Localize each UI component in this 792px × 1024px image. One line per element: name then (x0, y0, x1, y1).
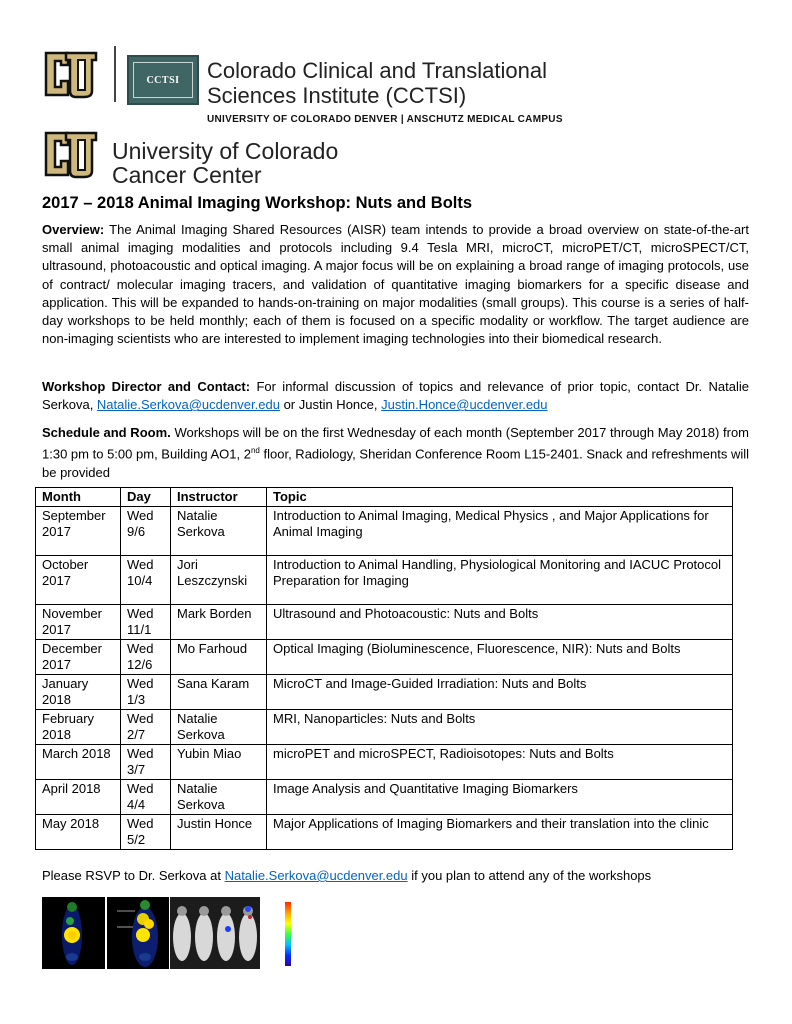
cell-day: Wed 11/1 (121, 605, 171, 640)
serkova-email-link[interactable]: Natalie.Serkova@ucdenver.edu (96, 397, 280, 413)
table-row (36, 780, 733, 815)
table-row (36, 605, 733, 640)
pet-ct-image (107, 897, 169, 969)
cell-topic: Introduction to Animal Imaging, Medical Physics , and Major Applications for Animal Imaging (267, 507, 733, 556)
workshop-schedule-table (35, 487, 733, 850)
table-header-row (36, 488, 733, 507)
cctsi-name-line1: Colorado Clinical and Translational (207, 58, 547, 83)
honce-email-link[interactable]: Justin.Honce@ucdenver.edu (381, 397, 548, 413)
table-row (36, 745, 733, 780)
cell-month: May 2018 (36, 815, 121, 850)
table-row (36, 640, 733, 675)
contact-text-1: For informal discussion of topics and relevance of prior topic, contact Dr. Natalie Serkova, (42, 379, 749, 413)
cell-month: December 2017 (36, 640, 121, 675)
header-divider (114, 46, 116, 102)
overview-label: Overview: (42, 222, 105, 237)
cctsi-subtitle: UNIVERSITY OF COLORADO DENVER | ANSCHUTZ MEDICAL CAMPUS (207, 114, 563, 125)
schedule-text-1: Workshops will be on the first Wednesday of each month (September 2017 through May 2018) from 1:30 pm to 5:00 pm, Building AO1, 2 (42, 425, 749, 462)
cell-topic: Ultrasound and Photoacoustic: Nuts and Bolts (267, 605, 733, 640)
cell-day: Wed 1/3 (121, 675, 171, 710)
pet-scan-image (42, 897, 105, 969)
cu-logo-icon (42, 127, 100, 181)
rsvp-text-2: if you plan to attend any of the workshops (407, 868, 652, 883)
header-month: Month (36, 488, 121, 507)
contact-label: Workshop Director and Contact: (42, 379, 251, 394)
schedule-text-2: floor, Radiology, Sheridan Conference Room L15-2401. Snack and refreshments will be provided (42, 446, 749, 480)
cell-day: Wed 10/4 (121, 556, 171, 605)
table-row (36, 815, 733, 850)
cell-topic: Optical Imaging (Bioluminescence, Fluorescence, NIR): Nuts and Bolts (267, 640, 733, 675)
cell-instructor: Natalie Serkova (171, 507, 267, 556)
cell-instructor: Natalie Serkova (171, 710, 267, 745)
cancer-center-line2: Cancer Center (112, 162, 262, 188)
table-row (36, 710, 733, 745)
cu-logo-icon (42, 47, 100, 101)
header-day: Day (121, 488, 171, 507)
cctsi-badge-text: CCTSI (133, 62, 193, 98)
bioluminescence-mice-image (170, 897, 260, 969)
header-instructor: Instructor (171, 488, 267, 507)
overview-paragraph (42, 221, 749, 348)
schedule-paragraph (42, 424, 749, 482)
rsvp-text-1: Please RSVP to Dr. Serkova at (42, 868, 225, 883)
cell-month: October 2017 (36, 556, 121, 605)
cell-month: January 2018 (36, 675, 121, 710)
table-row (36, 556, 733, 605)
cell-month: March 2018 (36, 745, 121, 780)
table-row (36, 507, 733, 556)
schedule-superscript: nd (250, 446, 260, 456)
cell-topic: MicroCT and Image-Guided Irradiation: Nuts and Bolts (267, 675, 733, 710)
cell-day: Wed 5/2 (121, 815, 171, 850)
cell-day: Wed 4/4 (121, 780, 171, 815)
cctsi-logo (127, 55, 199, 105)
page-title: 2017 – 2018 Animal Imaging Workshop: Nuts and Bolts (42, 194, 473, 212)
header-topic: Topic (267, 488, 733, 507)
cell-instructor: Sana Karam (171, 675, 267, 710)
cell-instructor: Yubin Miao (171, 745, 267, 780)
cell-month: April 2018 (36, 780, 121, 815)
cell-topic: Introduction to Animal Handling, Physiological Monitoring and IACUC Protocol Preparation for Imaging (267, 556, 733, 605)
cell-instructor: Jori Leszczynski (171, 556, 267, 605)
cell-instructor: Mark Borden (171, 605, 267, 640)
cell-topic: Major Applications of Imaging Biomarkers and their translation into the clinic (267, 815, 733, 850)
schedule-label: Schedule and Room. (42, 425, 171, 440)
rsvp-line (42, 868, 651, 883)
cell-instructor: Mo Farhoud (171, 640, 267, 675)
cancer-center-line1: University of Colorado (112, 138, 339, 164)
cell-month: November 2017 (36, 605, 121, 640)
cctsi-name-line2: Sciences Institute (CCTSI) (207, 83, 467, 108)
cell-day: Wed 3/7 (121, 745, 171, 780)
cell-topic: MRI, Nanoparticles: Nuts and Bolts (267, 710, 733, 745)
cell-month: September 2017 (36, 507, 121, 556)
colorbar-scale (285, 902, 291, 966)
cell-topic: microPET and microSPECT, Radioisotopes: Nuts and Bolts (267, 745, 733, 780)
rsvp-email-link[interactable]: Natalie.Serkova@ucdenver.edu (224, 868, 408, 883)
table-row (36, 675, 733, 710)
cell-month: February 2018 (36, 710, 121, 745)
cell-instructor: Natalie Serkova (171, 780, 267, 815)
overview-text: The Animal Imaging Shared Resources (AISR) team intends to provide a broad overview on state-of-the-art small animal imaging modalities and protocols including 9.4 Tesla MRI, microCT, microPET/CT, microSPECT/CT, ultrasound, photoacoustic and optical imaging. A major focus will be on explaining a broad range of imaging protocols, use of contract/ molecular imaging tracers, and validation of quantitative imaging biomarkers for a specific disease and application. This will be expanded to hands-on-training on major modalities (small groups). This course is a series of half-day workshops to be held monthly; each of them is focused on a specific modality or workflow. The target audience are non-imaging scientists who are interested to implement imaging technologies into their biomedical research. (42, 222, 749, 347)
cell-instructor: Justin Honce (171, 815, 267, 850)
cell-topic: Image Analysis and Quantitative Imaging Biomarkers (267, 780, 733, 815)
contact-text-2: or Justin Honce, (279, 397, 382, 413)
cell-day: Wed 12/6 (121, 640, 171, 675)
contact-paragraph (42, 378, 749, 414)
cell-day: Wed 9/6 (121, 507, 171, 556)
cell-day: Wed 2/7 (121, 710, 171, 745)
